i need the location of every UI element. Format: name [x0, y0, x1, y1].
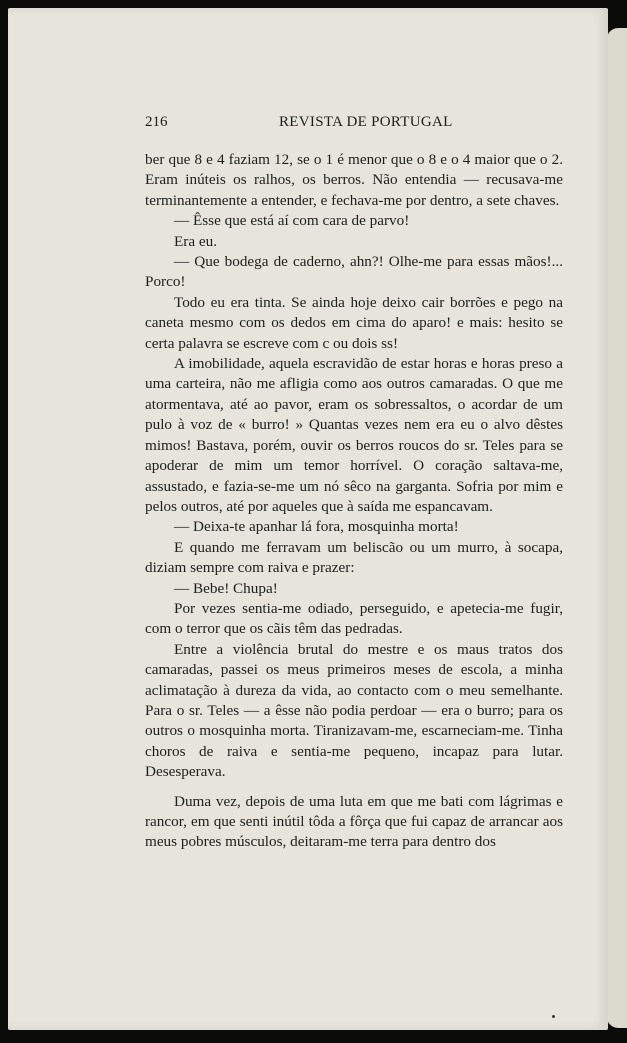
paragraph: Era eu.: [174, 232, 218, 250]
paragraph: Todo eu era tinta. Se ainda hoje deixo cair borrões e pego na caneta mesmo com os dedos em cima do aparo! e mais: hesito se certa palavra se escreve com c ou dois ss!: [145, 293, 563, 352]
paragraph: — Êsse que está aí com cara de parvo!: [174, 212, 410, 230]
body-text: [145, 150, 563, 853]
page-number: 216: [145, 114, 168, 130]
running-title: REVISTA DE PORTUGAL: [279, 114, 453, 130]
paragraph: Entre a violência brutal do mestre e os maus tratos dos camaradas, passei os meus primeiros meses de escola, a minha aclimatação à dureza da vida, ao contacto com o meu semelhante. Para o sr. Teles — a êsse não podia perdoar — era o burro; para os outros o mosquinha morta. Tiranizavam-me, escarneciam-me. Tinha choros de raiva e sentia-me pequeno, incapaz para lutar. Desesperava.: [145, 640, 563, 781]
page-header: [145, 114, 565, 134]
paragraph: Por vezes sentia-me odiado, perseguido, e apetecia-me fugir, com o terror que os cãis têm das pedradas.: [145, 599, 563, 638]
paragraph: ber que 8 e 4 faziam 12, se o 1 é menor que o 8 e o 4 maior que o 2. Eram inúteis os ralhos, os berros. Não entendia — recusava-me terminantemente a entender, e fechava-me por dentro, a sete chaves.: [145, 151, 563, 209]
ink-speck: [552, 1015, 555, 1018]
paragraph: — Deixa-te apanhar lá fora, mosquinha morta!: [174, 518, 459, 536]
paragraph: — Bebe! Chupa!: [174, 579, 278, 597]
paragraph: — Que bodega de caderno, ahn?! Olhe-me para essas mãos!... Porco!: [145, 253, 563, 291]
paragraph: E quando me ferravam um beliscão ou um murro, à socapa, diziam sempre com raiva e prazer:: [145, 538, 563, 577]
paragraph: Duma vez, depois de uma luta em que me bati com lágrimas e rancor, em que senti inútil tôda a fôrça que fui capaz de arrancar aos meus pobres músculos, deitaram-me terra para dentro dos: [145, 792, 563, 851]
paragraph: A imobilidade, aquela escravidão de estar horas e horas preso a uma carteira, não me afligia como aos outros camaradas. O que me atormentava, até ao pavor, eram os sobressaltos, o acordar de um pulo à voz de « burro! » Quantas vezes nem era eu o alvo dêstes mimos! Bastava, porém, ouvir os berros roucos do sr. Teles para se apoderar de mim um temor horrível. O coração saltava-me, assustado, e fazia-se-me um nó sêco na garganta. Sofria por mim e pelos outros, até por aqueles que à saída me espancavam.: [145, 355, 563, 515]
